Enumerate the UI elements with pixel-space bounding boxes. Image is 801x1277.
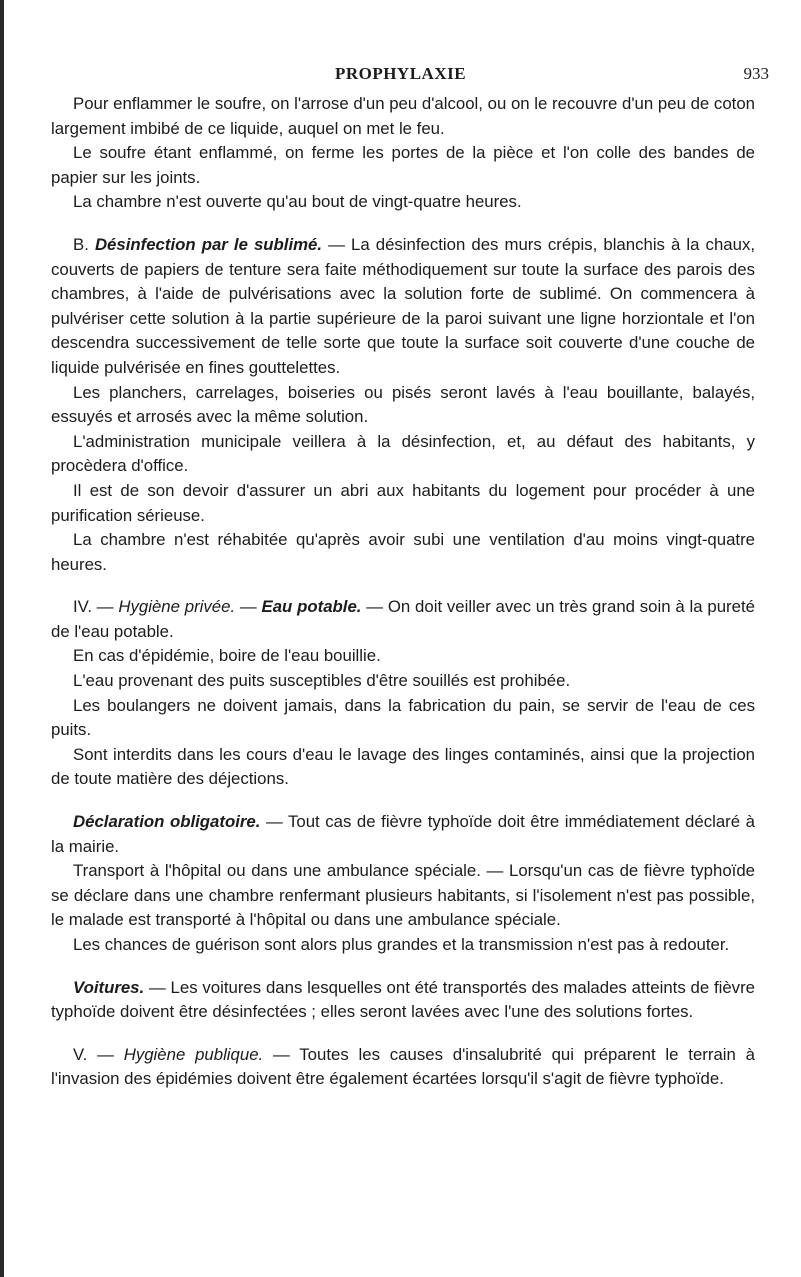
paragraph: La chambre n'est réhabitée qu'après avoir subi une ventilation d'au moins vingt-quatre heures.	[51, 530, 755, 574]
section-iv-text: — On doit veiller avec un très grand soin à la pureté de l'eau potable.	[51, 597, 755, 641]
paragraph: La chambre n'est ouverte qu'au bout de vingt-quatre heures.	[73, 192, 522, 212]
section-b-heading: Désinfection par le sublimé.	[94, 234, 323, 254]
section-v-label: V. —	[73, 1044, 124, 1064]
section-v-text: — Toutes les causes d'insalubrité qui préparent le terrain à l'invasion des épidémies doivent être également écartées lorsqu'il s'agit de fièvre typhoïde.	[51, 1044, 755, 1089]
body-text	[51, 92, 755, 1092]
section-v-heading: Hygiène publique.	[123, 1044, 264, 1064]
paragraph: Le soufre étant enflammé, on ferme les portes de la pièce et l'on colle des bandes de papier sur les joints.	[51, 143, 755, 187]
section-iv-label: IV. —	[73, 597, 119, 617]
section-iv-heading-1: Hygiène privée.	[118, 597, 236, 617]
paragraph: Les boulangers ne doivent jamais, dans la fabrication du pain, se servir de l'eau de ces puits.	[51, 695, 755, 740]
paragraph: Sont interdits dans les cours d'eau le lavage des linges contaminés, ainsi que la projection de toute matière des déjections.	[51, 744, 755, 789]
paragraph: L'eau provenant des puits susceptibles d'être souillés est prohibée.	[73, 671, 571, 691]
voitures-heading: Voitures.	[73, 977, 145, 997]
voitures-text: — Les voitures dans lesquelles ont été transportés des malades atteints de fièvre typhoïde doivent être désinfectées ; elles seront lavées avec l'une des solutions fortes.	[51, 977, 755, 1022]
section-iv-paragraph	[51, 595, 755, 644]
paragraph: Les chances de guérison sont alors plus grandes et la transmission n'est pas à redouter.	[73, 935, 730, 954]
paragraph: En cas d'épidémie, boire de l'eau bouillie.	[73, 646, 381, 666]
declaration-heading: Déclaration obligatoire.	[73, 812, 261, 832]
page-number: 933	[743, 64, 769, 83]
declaration-text: — Tout cas de fièvre typhoïde doit être immédiatement déclaré à la mairie.	[51, 812, 755, 856]
section-iv-dash: —	[235, 597, 262, 617]
section-b-label: B.	[73, 234, 89, 254]
paragraph: Il est de son devoir d'assurer un abri aux habitants du logement pour procéder à une purification sérieuse.	[51, 480, 755, 525]
paragraph: Pour enflammer le soufre, on l'arrose d'un peu d'alcool, ou on le recouvre d'un peu de coton largement imbibé de ce liquide, auquel on met le feu.	[51, 94, 755, 138]
section-b-paragraph	[51, 233, 755, 381]
running-header-title: PROPHYLAXIE	[334, 64, 467, 83]
section-iv-heading-2: Eau potable.	[261, 597, 362, 617]
voitures-paragraph	[51, 976, 755, 1025]
declaration-paragraph	[51, 810, 755, 859]
section-b-text: — La désinfection des murs crépis, blanchis à la chaux, couverts de papiers de tenture sera faite méthodiquement sur toute la surface des parois des chambres, à l'aide de pulvérisations avec la solution forte de sublimé. On commencera à pulvériser cette solution à la partie supérieure de la paroi suivant une ligne horziontale et l'on descendra successivement de telle sorte que toute la surface soit couverte d'une couche de liquide pulvérisée en fines gouttelettes.	[51, 234, 755, 377]
page-edge-shadow	[0, 0, 4, 1277]
paragraph: Transport à l'hôpital ou dans une ambulance spéciale. — Lorsqu'un cas de fièvre typhoïde se déclare dans une chambre renfermant plusieurs habitants, si l'isolement n'est pas possible, le malade est transporté à l'hôpital ou dans une ambulance spéciale.	[51, 861, 755, 930]
section-v-paragraph	[51, 1043, 755, 1092]
paragraph: L'administration municipale veillera à la désinfection, et, au défaut des habitants, y procèdera d'office.	[51, 431, 755, 476]
paragraph: Les planchers, carrelages, boiseries ou pisés seront lavés à l'eau bouillante, balayés, essuyés et arrosés avec la même solution.	[51, 382, 755, 427]
